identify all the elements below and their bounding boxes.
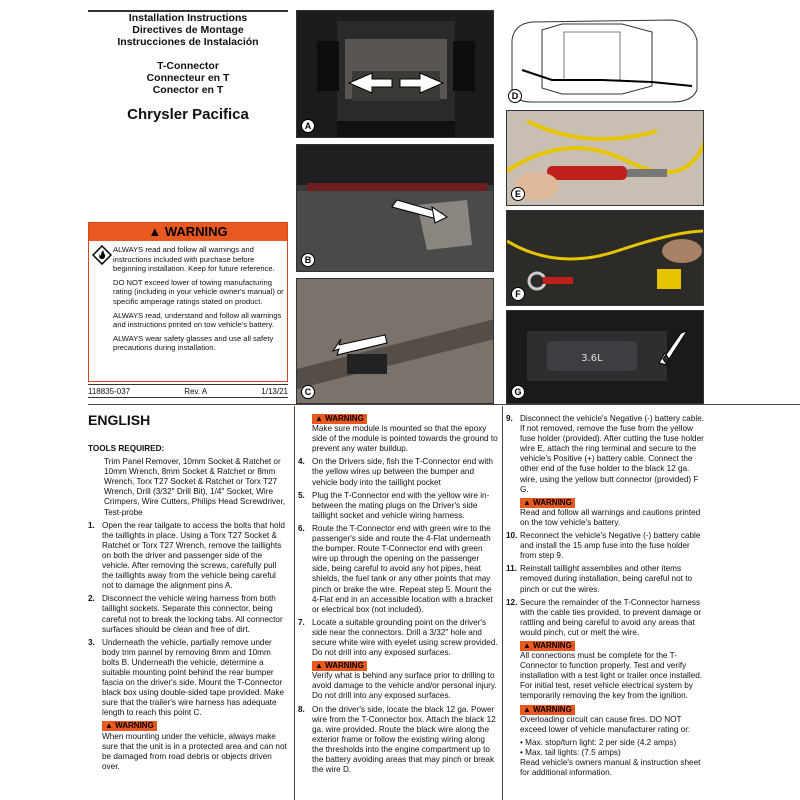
warning-3b-label: ▲ WARNING — [312, 414, 367, 424]
step-5: 5. Plug the T-Connector end with the yellow wire in-between the mating plugs on the Driver's side taillight socket and vehicle wiring harness. — [298, 490, 490, 520]
figure-g — [506, 310, 704, 404]
figure-c-label: C — [301, 385, 315, 399]
warning-7: ▲ WARNING Verify what is behind any surface prior to drilling to avoid damage to the vehicle and/or personal injury. Do not drill into any exposed surfaces. — [312, 661, 497, 701]
step-11: 11. Reinstall taillight assemblies and other items removed during installation, being careful not to pinch or cut the wires. — [506, 564, 693, 594]
figure-c — [296, 278, 494, 404]
warning-p4: ALWAYS wear safety glasses and use all safety precautions during installation. — [113, 333, 274, 353]
fire-hazard-icon — [92, 245, 112, 265]
warning-box — [88, 222, 288, 382]
figure-g-label: G — [511, 385, 525, 399]
warning-12-label: ▲ WARNING — [520, 641, 575, 651]
column-divider-2 — [502, 406, 503, 800]
figure-d-label: D — [508, 89, 522, 103]
figure-c-illustration — [297, 279, 494, 404]
warning-3-label: ▲ WARNING — [102, 721, 157, 731]
step-7: 7. Locate a suitable grounding point on the driver's side near the connectors. Drill a 3/32" hole and secure white wire with eyelet using screw provided. Do not drill into any exposed surfaces. — [298, 617, 498, 658]
section-title: ENGLISH — [88, 412, 151, 428]
figure-g-engine-illustration — [507, 311, 704, 404]
warning-13: ▲ WARNING Overloading circuit can cause fires. DO NOT exceed lower of vehicle manufacturer rating or: • Max. stop/turn light: 2 per side (4.2 amps) • Max. tail lights: (7.5 amps) Read vehicle's owners manual & instruction sheet for additional information. — [520, 704, 701, 778]
warning-p3: ALWAYS read, understand and follow all warnings and instructions printed on tow vehicle's battery. — [113, 310, 282, 330]
warning-p2: DO NOT exceed lower of towing manufacturing rating (including in your vehicle owner's manual) or specific amperage ratings stated on product. — [113, 277, 284, 306]
warning-12: ▲ WARNING All connections must be complete for the T-Connector to function properly. Test and verify installation with a test light or trailer once installed. For initial test, reset vehicle electrical system by temporarily removing the key from the ignition. — [520, 640, 703, 701]
vehicle-model: Chrysler Pacifica — [127, 106, 249, 123]
figure-a — [296, 10, 494, 138]
figure-f — [506, 210, 704, 306]
document-meta — [88, 384, 288, 398]
title-en: Installation Instructions — [128, 12, 248, 24]
warning-text — [113, 245, 285, 357]
title-es: Instrucciones de Instalación — [117, 36, 259, 48]
figure-b-illustration — [297, 145, 494, 272]
step-8: 8. On the driver's side, locate the black 12 ga. Power wire from the T-Connector box. Attach the black 12 ga. wire provided. Route the black wire along the exterior frame or follow the existing wiring along the thresholds into the engine compartment up to the battery avoiding areas that may pinch or break the wire D. — [298, 704, 496, 775]
figure-d-vehicle-outline — [502, 10, 704, 105]
tools-list: Trim Panel Remover, 10mm Socket & Ratchet or 10mm Wrench, 8mm Socket & Ratchet or 8mm Wrench, Torx T27 Socket & Ratchet or Torx T27 Wrench, Drill (3/32" Drill Bit), 1/4" Socket, Wire Crimpers, Wire Cutters, Philips Head Screwdriver, Test-probe — [104, 457, 286, 517]
product-fr: Connecteur en T — [146, 72, 230, 84]
warning-13-label: ▲ WARNING — [520, 705, 575, 715]
warning-3b: ▲ WARNING Make sure module is mounted so that the epoxy side of the module is pointed towards the ground to prevent any water buildup. — [312, 414, 498, 454]
revision: Rev. A — [184, 387, 208, 396]
engine-badge: 3.6L — [581, 353, 603, 364]
figure-d — [502, 10, 704, 105]
column-divider-1 — [294, 406, 295, 800]
warning-bar: ▲ WARNING — [89, 223, 287, 241]
column-3 — [506, 414, 706, 781]
figure-a-label: A — [301, 119, 315, 133]
warning-3: ▲ WARNING When mounting under the vehicle, always make sure that the unit is in a protected area and can not be damaged from road debris or objects driven over. — [102, 721, 287, 771]
step-12: 12. Secure the remainder of the T-Connector harness with the cable ties provided, to prevent damage or rattling and being careful to avoid any areas that would pinch, cut or melt the wire. — [506, 597, 702, 637]
warning-7-label: ▲ WARNING — [312, 661, 367, 671]
step-4: 4. On the Drivers side, fish the T-Connector end with the yellow wires up between the bumper and vehicle body into the taillight pocket — [298, 457, 493, 487]
column-2 — [298, 414, 498, 778]
warning-9-label: ▲ WARNING — [520, 498, 575, 508]
step-9: 9. Disconnect the vehicle's Negative (-) battery cable. If not removed, remove the fuse from the yellow fuse holder (provided). After cutting the fuse holder wire E, attach the ring terminal and secure to the vehicle's Positive (+) battery cable. Connect the other end of the fuse holder to the black 12 ga. wire, using the yellow butt connector (provided) F G. — [506, 414, 705, 494]
figure-e — [506, 110, 704, 206]
product-es: Conector en T — [152, 84, 224, 96]
column-1 — [88, 444, 288, 775]
product-en: T-Connector — [157, 60, 219, 72]
step-6: 6. Route the T-Connector end with green wire to the passenger's side and route the 4-Flat underneath the bumper. Route T-Connector end with green wire up through the opening on the passenger side, being careful to avoid any hot pipes, heat shields, the fuel tank or any other points that may pinch or brake the wire. Repeat step 5. Mount the 4-Flat end in an accessible location with a bracket or electrical box (not included). — [298, 523, 493, 614]
step-1: 1. Open the rear tailgate to access the bolts that hold the taillights in place. Using a Torx T27 Socket & Ratchet or Torx T27 Wrench, remove the taillights on both the driver and passenger side of the vehicle. After removing the screws, carefully pull the taillights away from the vehicle being careful not to damage the alignment pins A. — [88, 520, 285, 591]
warning-p1: ALWAYS read and follow all warnings and instructions included with purchase before beginning installation. Keep for future reference. — [113, 245, 275, 274]
figure-b-label: B — [301, 253, 315, 267]
step-2: 2. Disconnect the vehicle wiring harness from both taillight sockets. Separate this connector, being careful not to break the locking tabs. All connector surfaces should be clean and free of dirt. — [88, 594, 283, 634]
warning-label: WARNING — [164, 224, 228, 239]
figure-b — [296, 144, 494, 272]
figure-f-label: F — [511, 287, 525, 301]
tools-heading: TOOLS REQUIRED: — [88, 444, 165, 453]
title-fr: Directives de Montage — [132, 24, 244, 36]
figure-e-illustration — [507, 111, 704, 206]
section-rule — [88, 404, 800, 405]
figure-f-illustration — [507, 211, 704, 306]
figure-a-illustration — [297, 11, 494, 138]
document-header — [88, 12, 288, 124]
step-3: 3. Underneath the vehicle, partially remove under body trim pannel by removing 8mm and 10mm bolts B. Underneath the vehicle, determine a suitable mounting point behind the rear bumper fascia on the driver's side. Mount the T-Connector black box using double-sided tape provided. Make sure that the trailer's wire harness has adequate length to reach this point C. — [88, 637, 285, 718]
part-number: 118835-037 — [88, 387, 131, 396]
step-10: 10. Reconnect the vehicle's Negative (-) battery cable and install the 15 amp fuse into the fuse holder from step 9. — [506, 531, 701, 561]
doc-date: 1/13/21 — [261, 387, 288, 396]
warning-9: ▲ WARNING Read and follow all warnings and cautions printed on the tow vehicle's battery. — [520, 497, 701, 527]
figure-e-label: E — [511, 187, 525, 201]
